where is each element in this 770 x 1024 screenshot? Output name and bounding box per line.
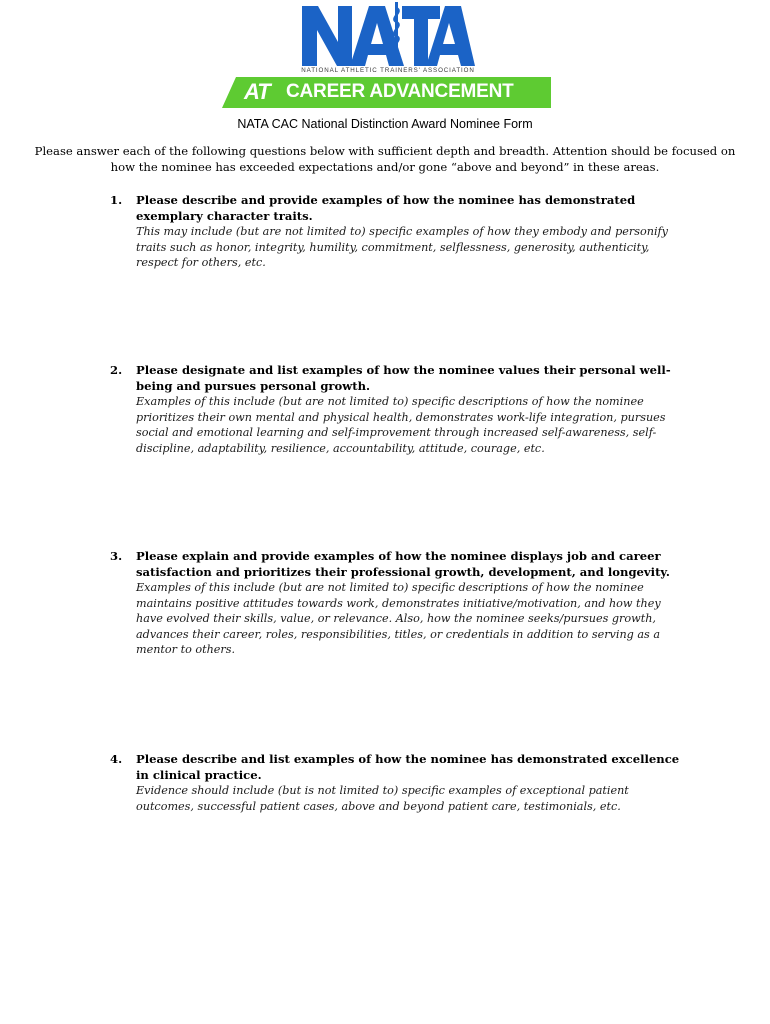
question-text: Please designate and list examples of how the nominee values their personal well-being and pursues personal growth. (136, 363, 671, 393)
question-2 (110, 362, 690, 456)
question-text: Please explain and provide examples of how the nominee displays job and career satisfaction and prioritizes their professional growth, development, and longevity. (136, 549, 670, 579)
question-number: 1. (110, 193, 123, 207)
question-1 (110, 192, 690, 271)
question-number: 3. (110, 549, 123, 563)
question-3 (110, 548, 690, 658)
question-hint: Examples of this include (but are not limited to) specific descriptions of how the nominee prioritizes their own mental and physical health, demonstrates work-life integration, pursues social and emotional learning and self-improvement through increased self-awareness, self-discipline, adaptability, resilience, accountability, attitude, courage, etc. (136, 395, 666, 455)
question-text: Please describe and list examples of how the nominee has demonstrated excellence in clinical practice. (136, 752, 680, 782)
question-hint: Evidence should include (but is not limited to) specific examples of exceptional patient outcomes, successful patient cases, above and beyond patient care, testimonials, etc. (136, 784, 629, 813)
question-4 (110, 751, 690, 814)
question-hint: Examples of this include (but are not limited to) specific descriptions of how the nominee maintains positive attitudes towards work, demonstrates initiative/motivation, and how they have evolved their skills, value, or relevance. Also, how the nominee seeks/pursues growth, advances their career, roles, responsibilities, titles, or credentials in addition to serving as a mentor to others. (136, 581, 661, 656)
form-intro: Please answer each of the following questions below with sufficient depth and breadth. Attention should be focused on how the nominee has exceeded expectations and/or gone “above and beyond” in these areas. (34, 144, 736, 174)
banner-title: CAREER ADVANCEMENT (286, 81, 514, 102)
question-number: 2. (110, 363, 123, 377)
form-title: NATA CAC National Distinction Award Nominee Form (237, 117, 533, 131)
question-text: Please describe and provide examples of how the nominee has demonstrated exemplary character traits. (136, 193, 636, 223)
nata-logo-graphic (300, 2, 476, 68)
at-mark: AT (244, 79, 270, 104)
career-advancement-banner (222, 77, 551, 108)
question-number: 4. (110, 752, 123, 766)
question-hint: This may include (but are not limited to) specific examples of how they embody and personify traits such as honor, integrity, humility, commitment, selflessness, generosity, authenticity, respect for others, etc. (136, 225, 668, 269)
org-name: NATIONAL ATHLETIC TRAINERS' ASSOCIATION (301, 67, 475, 74)
